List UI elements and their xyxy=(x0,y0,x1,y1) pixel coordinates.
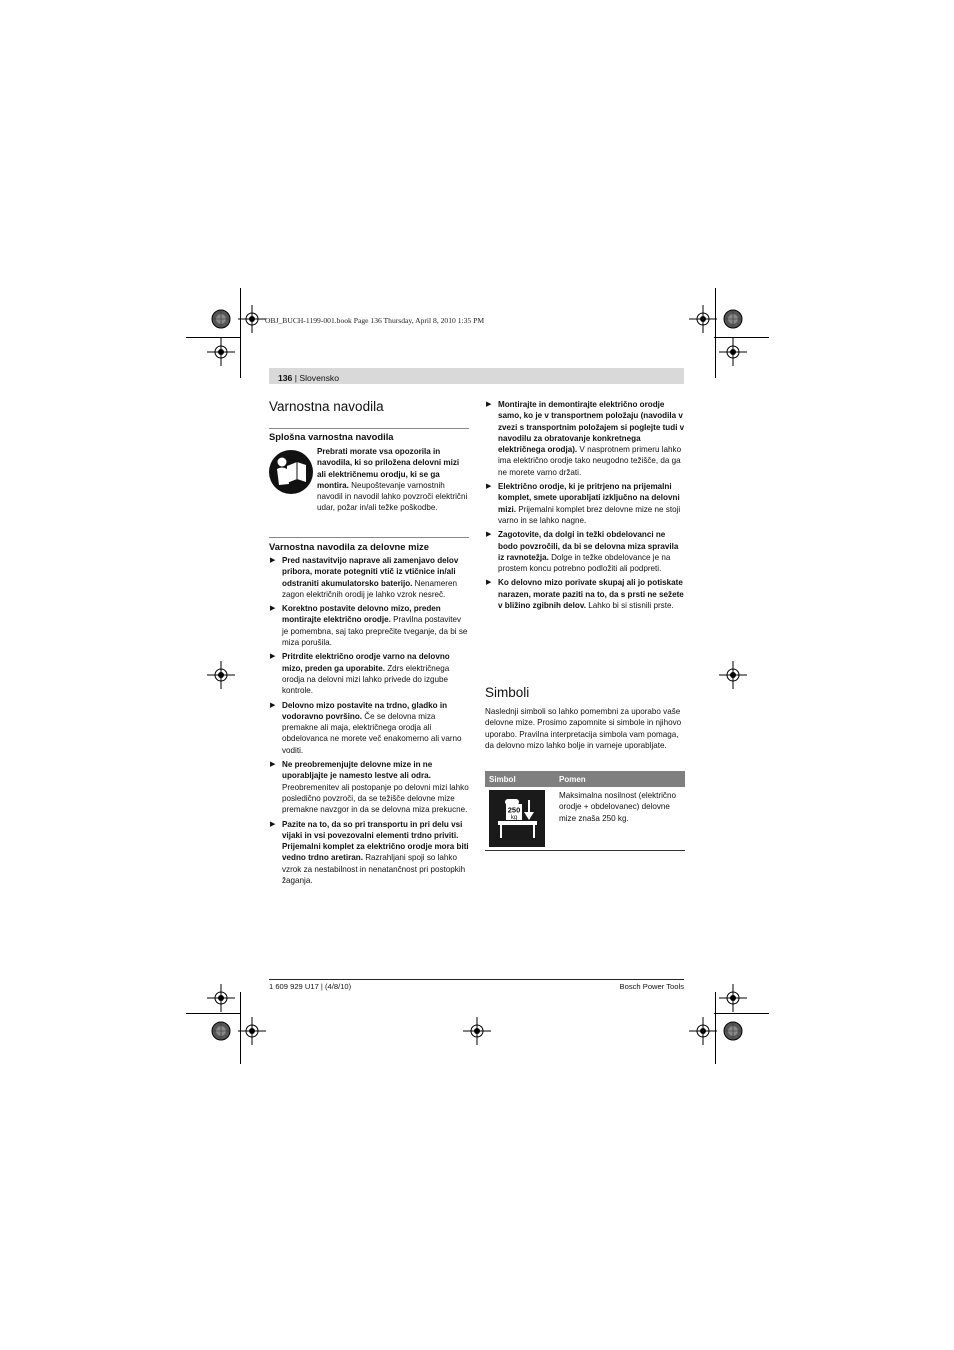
list-item xyxy=(269,651,469,696)
table-row xyxy=(485,787,685,851)
col-symbol-header: Simbol xyxy=(485,771,555,787)
symbols-intro-text: Naslednji simboli so lahko pomembni za uporabo vaše delovne mize. Prosimo zapomnite si simbole in njihovo uporabo. Pravilna interpretacija simbola vam pomaga, da delovno mizo lahko bolje in varneje uporabljate. xyxy=(485,707,682,750)
footer-left: 1 609 929 U17 | (4/8/10) xyxy=(269,982,352,991)
header-separator: | xyxy=(292,373,300,383)
bullet-marker: ▶ xyxy=(270,653,276,661)
max-load-table-icon xyxy=(489,790,545,847)
bullet-marker: ▶ xyxy=(270,761,276,769)
item-bold: Pred nastavitvijo naprave ali zamenjavo delov pribora, morate potegniti vtič iz vtičnice in/ali odstraniti akumulatorsko baterijo. xyxy=(282,556,459,588)
bullet-marker: ▶ xyxy=(270,557,276,564)
bullet-marker: ▶ xyxy=(270,820,276,828)
item-bold: Korektno postavite delovno mizo, preden montirajte električno orodje. xyxy=(282,604,441,625)
divider xyxy=(269,537,469,538)
bullet-marker: ▶ xyxy=(486,579,492,587)
symbol-cell xyxy=(485,787,555,851)
bullet-marker: ▶ xyxy=(270,701,276,709)
read-manual-icon xyxy=(268,449,314,495)
symbols-title: Simboli xyxy=(485,685,530,700)
symbols-intro xyxy=(485,706,685,751)
list-item xyxy=(269,700,469,756)
item-text: Lahko bi si stisnili prste. xyxy=(585,601,674,611)
page-number: 136 xyxy=(278,373,293,383)
list-item xyxy=(269,819,469,887)
item-bold: Delovno mizo postavite na trdno, gladko in vodoravno površino. xyxy=(282,700,448,721)
item-bold: Pritrdite električno orodje varno na delovno mizo, preden ga uporabite. xyxy=(282,652,450,673)
workbench-list-left xyxy=(269,555,469,889)
list-item xyxy=(269,603,469,648)
item-bold: Ne preobremenjujte delovne mize in ne uporabljajte je namesto lestve ali odra. xyxy=(282,760,433,781)
divider xyxy=(269,428,469,429)
section-heading-workbench: Varnostna navodila za delovne mize xyxy=(269,541,429,552)
item-text: Pravilna postavitev je pomembna, saj tako preprečite tveganje, da bi se miza porušila. xyxy=(282,615,468,648)
section-heading-general: Splošna varnostna navodila xyxy=(269,431,394,442)
item-text: Preobremenitev ali postopanje po delovni mizi lahko posledično povzroči, da se težišče delovne mize premakne navzgor in da se delovna miza prekucne. xyxy=(282,782,469,815)
item-text: Razrahljani spoji so lahko vzrok za nestabilnost in nenatančnost pri postopkih žaganja. xyxy=(282,853,466,886)
load-value: 250 xyxy=(507,805,521,815)
page-header xyxy=(269,368,684,384)
general-warning-text xyxy=(317,446,469,514)
list-item xyxy=(269,759,469,815)
item-bold: Električno orodje, ki je pritrjeno na prijemalni komplet, smete uporabljati izključno na delovni mizi. xyxy=(498,482,680,514)
footer-right: Bosch Power Tools xyxy=(619,982,684,991)
item-bold: Pazite na to, da so pri transportu in pri delu vsi vijaki in vsi povezovalni elementi trdno priviti. Prijemalni komplet za električno orodje mora biti vedno trdno aretiran. xyxy=(282,819,469,863)
symbols-table xyxy=(485,771,685,851)
item-bold: Ko delovno mizo porivate skupaj ali jo potiskate narazen, morate paziti na to, da s prsti ne sežete v bližino zgibnih delov. xyxy=(498,578,684,611)
workbench-list-right xyxy=(485,399,685,614)
bullet-marker: ▶ xyxy=(486,483,492,491)
item-text: Prijemalni komplet brez delovne mize ne stoji varno in se lahko nagne. xyxy=(498,504,681,525)
item-bold: Zagotovite, da dolgi in težki obdelovanci ne bodo povzročili, da bi se delovna miza spravila iz ravnotežja. xyxy=(498,530,679,562)
item-text: Dolge in težke obdelovance je na prostem koncu potrebno podložiti ali podpreti. xyxy=(498,552,671,574)
item-bold: Montirajte in demontirajte električno orodje samo, ko je v transportnem položaju (navodila v zvezi s transportnim položajem si poglejte tudi v navodilu za obratovanje konkretnega električnega orodja). xyxy=(498,400,685,455)
bullet-marker: ▶ xyxy=(486,531,492,539)
meaning-cell: Maksimalna nosilnost (električno orodje + obdelovanec) delovne mize znaša 250 kg. xyxy=(555,787,685,851)
list-item xyxy=(485,481,685,526)
col-meaning-header: Pomen xyxy=(555,771,685,787)
list-item xyxy=(485,577,685,611)
list-item xyxy=(485,399,685,478)
general-warning-normal: Neupoštevanje varnostnih navodil in navodil lahko povzroči električni udar, požar in/ali težke poškodbe. xyxy=(317,480,468,513)
load-unit: kg xyxy=(510,815,518,821)
page-title: Varnostna navodila xyxy=(269,399,384,414)
list-item xyxy=(269,555,469,600)
item-text: V nasprotnem primeru lahko ima električno orodje tako neugodno težišče, da ga ne morete varno držati. xyxy=(498,445,682,477)
list-item xyxy=(485,529,685,574)
item-text: Nenameren zagon električnih orodij je lahko vzrok nesreč. xyxy=(282,578,457,599)
file-header: OBJ_BUCH-1199-001.book Page 136 Thursday, April 8, 2010 1:35 PM xyxy=(265,316,485,325)
general-warning-bold: Prebrati morate vsa opozorila in navodila, ki so priložena delovni mizi ali električnemu orodju, ki se ga montira. xyxy=(317,447,460,490)
bullet-marker: ▶ xyxy=(486,401,492,408)
bullet-marker: ▶ xyxy=(270,605,276,613)
item-text: Zdrs električnega orodja na delovni mizi lahko privede do izgube kontrole. xyxy=(282,663,450,696)
table-header-row xyxy=(485,771,685,787)
header-language: Slovensko xyxy=(299,373,340,383)
footer-rule xyxy=(269,979,684,980)
item-text: Če se delovna miza premakne ali maja, električnega orodja ali obdelovanca ne morete več enakomerno ali varno voditi. xyxy=(282,711,462,755)
